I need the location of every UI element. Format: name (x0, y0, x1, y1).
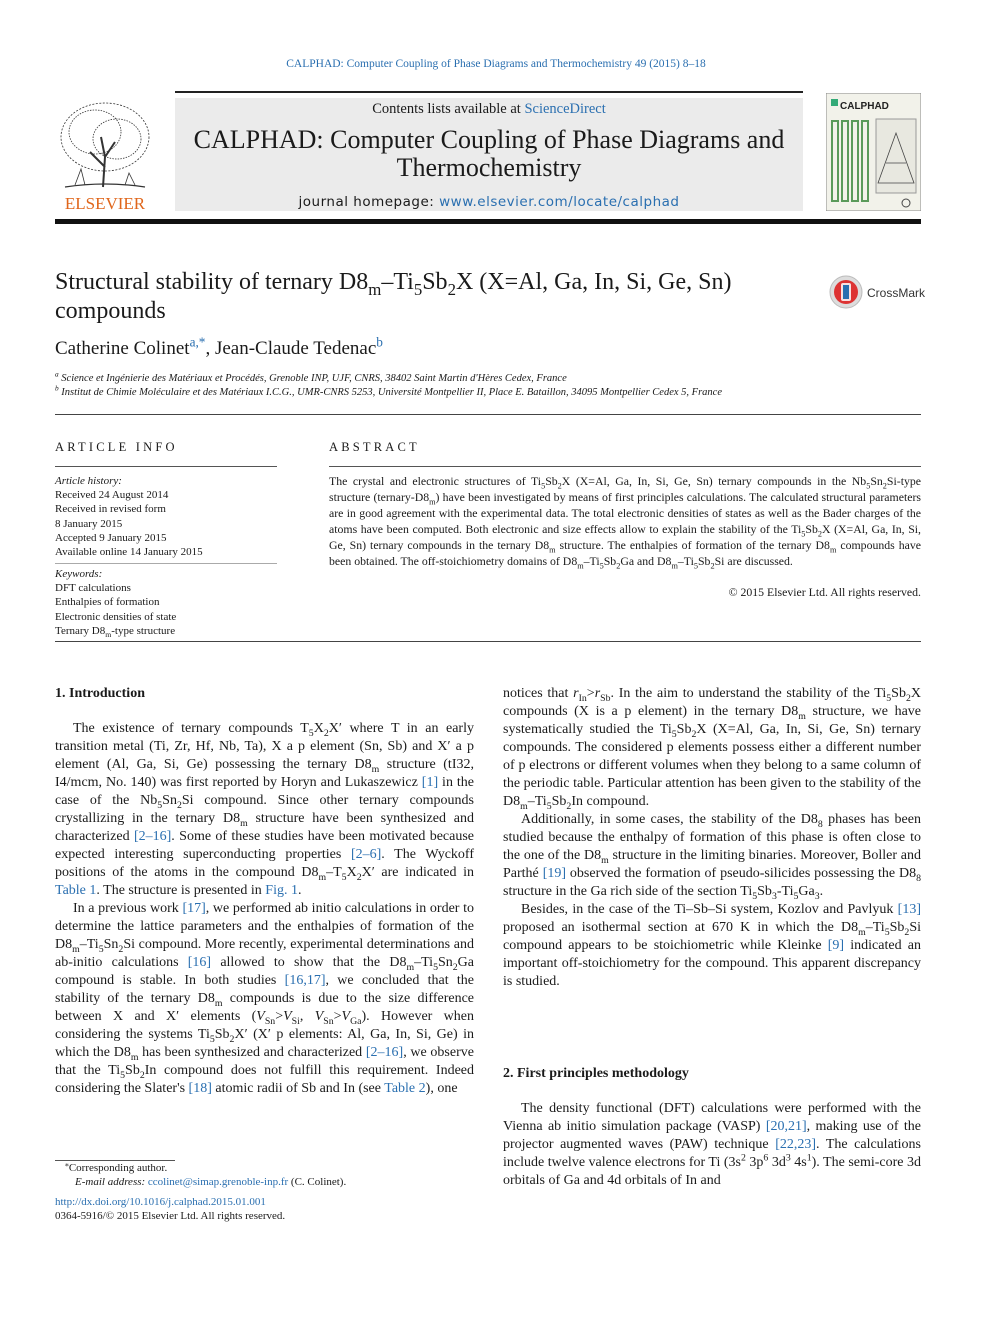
header-rule-thick (55, 219, 921, 224)
journal-title (175, 126, 803, 182)
running-head[interactable]: CALPHAD: Computer Coupling of Phase Diagrams and Thermochemistry 49 (2015) 8–18 (286, 58, 706, 70)
homepage-prefix: journal homepage: (298, 194, 440, 210)
elsevier-tree-icon (55, 97, 155, 215)
contents-line (175, 101, 803, 118)
author-colinet: Catherine Colinet (55, 338, 190, 359)
divider (55, 563, 277, 564)
journal-cover-thumbnail[interactable] (826, 93, 921, 211)
footnotes: ⁎Corresponding author. E-mail address: ccolinet@simap.grenoble-inp.fr (C. Colinet). http://dx.doi.org/10.1016/j.calphad.2015.01.001 0364-5916/© 2015 Elsevier Ltd. All rights reserved. (55, 1161, 495, 1223)
divider (329, 466, 921, 467)
issn-line: 0364-5916/© 2015 Elsevier Ltd. All rights reserved. (55, 1210, 286, 1222)
article-history: Article history: Received 24 August 2014 Received in revised form 8 January 2015 Accepted 9 January 2015 Available online 14 January 2015 (55, 475, 203, 559)
abstract-text: The crystal and electronic structures of $Ti_5Sb_2X$ (X=Al, Ga, In, Si, Ge, Sn) ternary compounds in the $Nb_5Sn_2Si$-type structure $(ternary-D8_m)$ have been investigated by means of first principles calculations. The calculated structural parameters are in good agreement with the experimental data. The total electronic densities of states as well as the Bader charges of the atoms have been computed. Both electronic and size effects allow to explain the stability of the $Ti_5Sb_2X$ (X=Al, Ga, In, Si, Ge, Sn) ternary compounds in the ternary $D8_m$ structure. The enthalpies of formation of the ternary $D8_m$ compounds have been obtained. The off-stoichiometry domains of $D8_m-Ti_5Sb_2Ga$ and $D8_m-Ti_5Sb_2Si$ are discussed. (329, 474, 922, 571)
divider (55, 414, 921, 415)
svg-text:CrossMark: CrossMark (867, 286, 926, 300)
svg-text:CALPHAD: CALPHAD (840, 101, 889, 112)
section-heading-methodology: 2. First principles methodology (503, 1066, 689, 1081)
doi-link[interactable]: http://dx.doi.org/10.1016/j.calphad.2015.01.001 (55, 1196, 266, 1208)
affiliation-a: $^a$ Science et Ingénierie des Matériaux et Procédés, Grenoble INP, UJF, CNRS, 38402 Saint Martin d'Hères Cedex, France (55, 369, 567, 384)
affiliation-b: $^b$ Institut de Chimie Moléculaire et des Matériaux I.C.G., UMR-CNRS 5253, Université Montpellier II, Place E. Bataillon, 34095 Montpellier Cedex 5, France (55, 383, 722, 398)
contents-prefix: Contents lists available at (372, 101, 525, 117)
author2-affiliation-link[interactable]: b (376, 334, 383, 350)
svg-text:ELSEVIER: ELSEVIER (64, 194, 146, 213)
sciencedirect-link[interactable]: ScienceDirect (524, 101, 606, 117)
article-info-heading: ARTICLE INFO (55, 440, 178, 454)
keywords: Keywords: DFT calculations Enthalpies of formation Electronic densities of state Ternary $D8_m$-type structure (55, 568, 177, 639)
crossmark-badge[interactable] (829, 274, 929, 310)
section-heading-introduction: 1. Introduction (55, 686, 145, 701)
homepage-link[interactable]: www.elsevier.com/locate/calphad (439, 194, 680, 210)
body-column-right: notices that $r_{In}>r_{Sb}$. In the aim to understand the stability of the $Ti_5Sb_2X$ compounds (X is a p element) in the ternary $D8_m$ structure, we have systematically studied the $Ti_5Sb_2X$ (X=Al, Ga, In, Si, Ge, Sn) ternary compounds. The considered p elements possess either a different number of p electrons or different volumes when they belong to a same column of the periodic table. Particular attention has been given to the stability of the $D8_m-Ti_5Sb_2In$ compound. Additionally, in some cases, the stability of the $D8_8$ phases has been studied because the enthalpy of formation of this phase is often close to the one of the $D8_m$ structure in the limiting binaries. Moreover, Boller and Parthé [19] observed the formation of pseudo-silicides possessing the $D8_8$ structure in the Ga rich side of the section $Ti_5Sb_3-Ti_5Ga_3$. Besides, in the case of the Ti–Sb–Si system, Kozlov and Pavlyuk [13] proposed an isothermal section at 670 K in which the $D8_m-Ti_5Sb_2Si$ compound appears to be stoichiometric while Kleinke [9] indicated an important off-stoichiometry for the compound. This apparent discrepancy is studied. (503, 686, 922, 989)
journal-title-line1: CALPHAD: Computer Coupling of Phase Diagrams and (193, 125, 785, 154)
divider (55, 641, 921, 642)
journal-title-line2: Thermochemistry (396, 153, 582, 182)
body-column-right-methods: The density functional (DFT) calculations were performed with the Vienna ab initio simulation package (VASP) [20,21], making use of the projector augmented waves (PAW) technique [22,23]. The calculations include twelve valence electrons for Ti ($3s^2$ $3p^6$ $3d^3$ $4s^1$). The semi-core 3d orbitals of Ga and 4d orbitals of In and (503, 1101, 922, 1188)
article-title: Structural stability of ternary $D8_m-Ti_5Sb_2X$ (X=Al, Ga, In, Si, Ge, Sn) compounds (55, 269, 732, 324)
abstract-copyright: © 2015 Elsevier Ltd. All rights reserved. (728, 585, 921, 599)
body-column-left: The existence of ternary compounds $T_5X_2X'$ where T in an early transition metal (Ti, Zr, Hf, Nb, Ta), X a p element (Sn, Sb) and X′ a p element (Al, Ga, Si, Ge) possessing the ternary $D8_m$ structure (tI32, I4/mcm, No. 140) was first reported by Horyn and Lukaszewicz [1] in the case of the $Nb_5Sn_2Si$ compound. Since other ternary compounds crystallizing in the ternary $D8_m$ structure have been synthesized and characterized [2–16]. Some of these studies have been motivated because expected interesting superconducting properties [2–6]. The Wyckoff positions of the atoms in the compound $D8_m-T_5X_2X'$ are indicated in Table 1. The structure is presented in Fig. 1. In a previous work [17], we performed ab initio calculations in order to determine the lattice parameters and the enthalpies of formation of the $D8_m-Ti_5Sn_2Si$ compound. More recently, experimental determinations and ab-initio calculations [16] allowed to show that the $D8_m-Ti_5Sn_2Ga$ compound is stable. In both studies [16,17], we concluded that the stability of the ternary $D8_m$ compounds is due to the size difference between X and X′ elements ($V_{Sn}>V_{Si}$, $V_{Sn}>V_{Ga}$). However when considering the systems $Ti_5Sb_2X'$ (X′ p elements: Al, Ga, In, Si, Ge) in which the $D8_m$ has been synthesized and characterized [2–16], we observe that the $Ti_5Sb_2In$ compound does not fulfill this requirement. Indeed considering the Slater's [18] atomic radii of Sb and In (see Table 2), one (55, 721, 475, 1096)
elsevier-logo (55, 97, 155, 215)
homepage-line (175, 194, 803, 210)
author1-affiliation-link[interactable]: a,* (189, 334, 206, 350)
abstract-heading: ABSTRACT (329, 440, 420, 454)
authors: Catherine Colinet$^{a,*}$, Jean-Claude Tedenac$^b$ (55, 334, 383, 359)
author-tedenac: Jean-Claude Tedenac (214, 338, 377, 359)
email-link[interactable]: ccolinet@simap.grenoble-inp.fr (147, 1176, 289, 1188)
divider (55, 466, 277, 467)
header-rule (175, 91, 803, 93)
